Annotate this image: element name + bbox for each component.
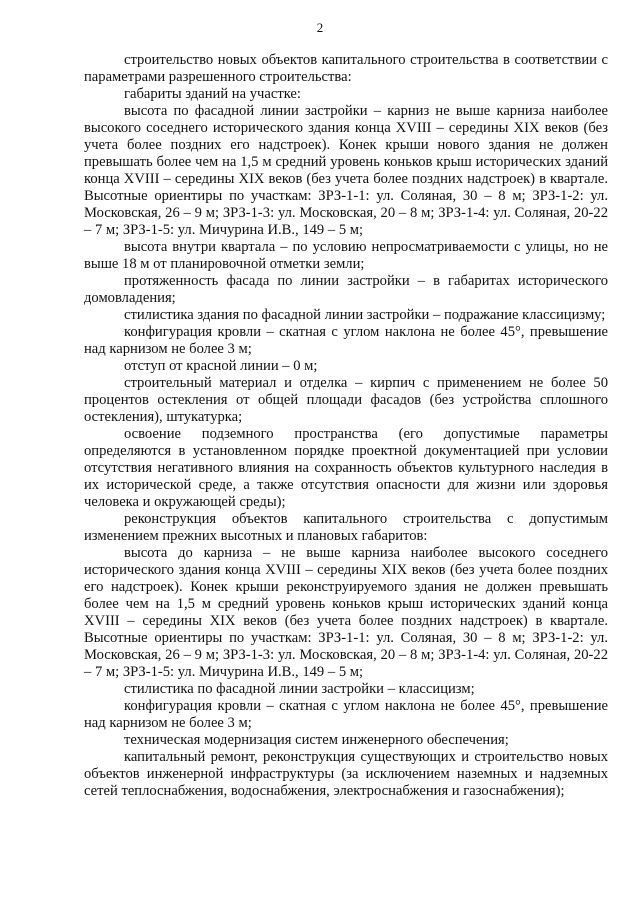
document-body (84, 52, 608, 800)
paragraph-15: техническая модернизация систем инженерного обеспечения; (124, 732, 509, 748)
paragraph-6: стилистика здания по фасадной линии застройки – подражание классицизму; (124, 307, 606, 323)
page-number: 2 (316, 20, 324, 35)
paragraph-12: высота до карниза – не выше карниза наиболее высокого соседнего исторического здания конца XVIII – середины XIX веков (без учета более поздних его надстроек). Конек крыши реконструируемого здания не должен превышать более чем на 1,5 м средний уровень коньков крыш исторических зданий конца XVIII – середины XIX веков (без учета более поздних надстроек) в квартале. Высотные ориентиры по участкам: ЗРЗ-1-1: ул. Соляная, 30 – 8 м; ЗРЗ-1-2: ул. Московская, 26 – 9 м; ЗРЗ-1-3: ул. Московская, 20 – 8 м; ЗРЗ-1-4: ул. Соляная, 20-22 – 7 м; ЗРЗ-1-5: ул. Мичурина И.В., 149 – 5 м; (84, 545, 608, 680)
paragraph-10: освоение подземного пространства (его допустимые параметры определяются в установленном порядке проектной документацией при условии отсутствия негативного влияния на сохранность объектов культурного наследия в их исторической среде, а также отсутствия опасности для жизни или здоровья человека и окружающей среды); (84, 426, 608, 510)
paragraph-1: строительство новых объектов капитального строительства в соответствии с параметрами разрешенного строительства: (84, 52, 608, 85)
paragraph-7: конфигурация кровли – скатная с углом наклона не более 45°, превышение над карнизом не более 3 м; (84, 324, 608, 357)
paragraph-4: высота внутри квартала – по условию непросматриваемости с улицы, но не выше 18 м от планировочной отметки земли; (84, 239, 608, 272)
paragraph-11: реконструкция объектов капитального строительства с допустимым изменением прежних высотных и плановых габаритов: (84, 511, 608, 544)
paragraph-5: протяженность фасада по линии застройки – в габаритах исторического домовладения; (84, 273, 608, 306)
paragraph-16: капитальный ремонт, реконструкция существующих и строительство новых объектов инженерной инфраструктуры (за исключением наземных и надземных сетей теплоснабжения, водоснабжения, электроснабжения и газоснабжения); (84, 749, 608, 799)
paragraph-9: строительный материал и отделка – кирпич с применением не более 50 процентов остекления от общей площади фасадов (без устройства сплошного остекления), штукатурка; (84, 375, 608, 425)
paragraph-13: стилистика по фасадной линии застройки – классицизм; (124, 681, 475, 697)
paragraph-14: конфигурация кровли – скатная с углом наклона не более 45°, превышение над карнизом не более 3 м; (84, 698, 608, 731)
paragraph-2: габариты зданий на участке: (124, 86, 301, 102)
paragraph-8: отступ от красной линии – 0 м; (124, 358, 318, 374)
paragraph-3: высота по фасадной линии застройки – карниз не выше карниза наиболее высокого соседнего исторического здания конца XVIII – середины XIX веков (без учета более поздних его надстроек). Конек крыши нового здания не должен превышать более чем на 1,5 м средний уровень коньков крыш исторических зданий конца XVIII – середины XIX веков (без учета более поздних надстроек) в квартале. Высотные ориентиры по участкам: ЗРЗ-1-1: ул. Соляная, 30 – 8 м; ЗРЗ-1-2: ул. Московская, 26 – 9 м; ЗРЗ-1-3: ул. Московская, 20 – 8 м; ЗРЗ-1-4: ул. Соляная, 20-22 – 7 м; ЗРЗ-1-5: ул. Мичурина И.В., 149 – 5 м; (84, 103, 608, 238)
